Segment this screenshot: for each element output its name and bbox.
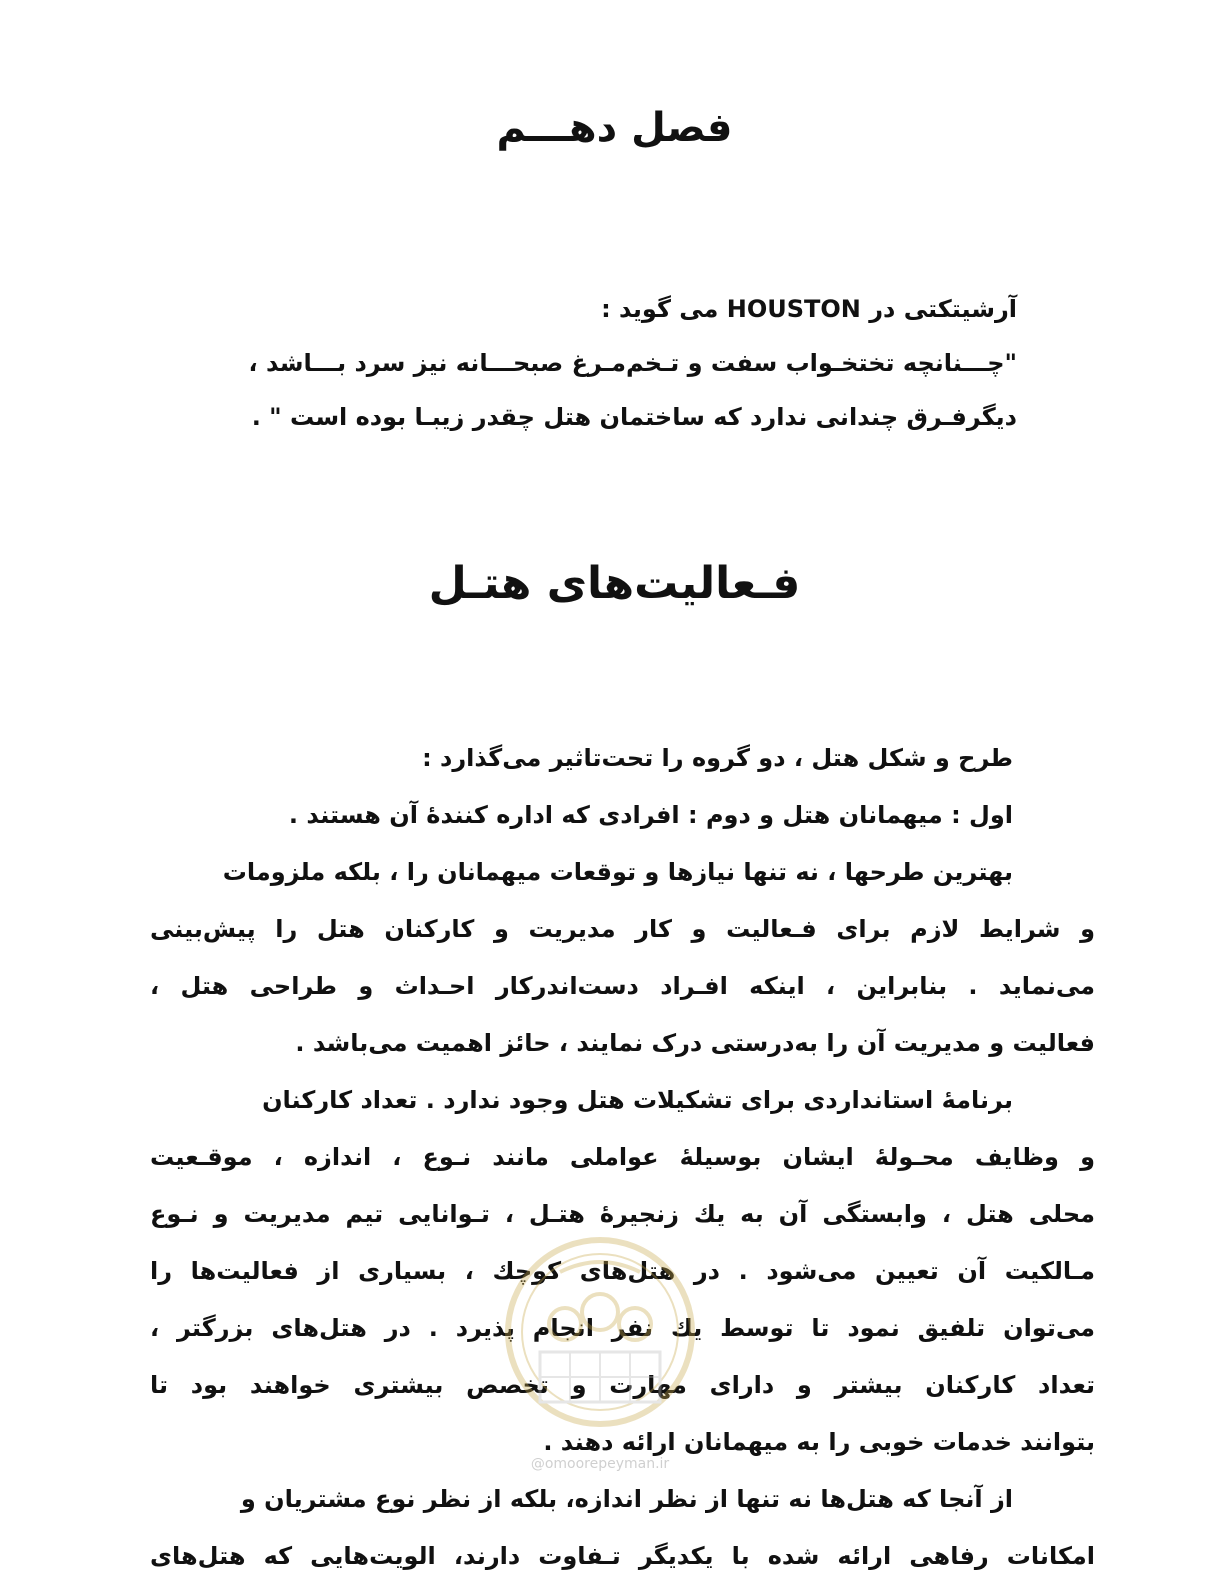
paragraph-line: می‌توان تلفیق نمود تا توسط یك نفر انجام پذیرد . در هتل‌های بزرگتر ،	[150, 1314, 1095, 1342]
paragraph-line: محلی هتل ، وابستگی آن به یك زنجیرهٔ هتـل ، تـوانایی تیم مدیریت و نـوع	[150, 1200, 1095, 1228]
paragraph-line: می‌نماید . بنابراین ، اینکه افـراد دست‌اندرکار احـداث و طراحی هتل ،	[150, 972, 1095, 1000]
paragraph-line: مـالکیت آن تعیین می‌شود . در هتل‌های کوچك ، بسیاری از فعالیت‌ها را	[150, 1257, 1095, 1285]
quote-line: "چـــنانچه تختخـواب سفت و تـخم‌مـرغ صبحـــانه نیز سرد بـــاشد ،	[248, 349, 1017, 377]
paragraph-line: بهترین طرحها ، نه تنها نیازها و توقعات میهمانان را ، بلکه ملزومات	[222, 858, 1013, 886]
paragraph-line: و وظایف محـولهٔ ایشان بوسیلهٔ عواملی مانند نـوع ، اندازه ، موقـعیت	[150, 1143, 1095, 1171]
section-title: فـعالیت‌های هتـل	[428, 558, 801, 609]
paragraph-line: از آنجا که هتل‌ها نه تنها از نظر اندازه، بلکه از نظر نوع مشتریان و	[240, 1485, 1013, 1513]
paragraph-line: تعداد کارکنان بیشتر و دارای مهارت و تخصص بیشتری خواهند بود تا	[150, 1371, 1095, 1399]
paragraph-line: فعالیت و مدیریت آن را به‌درستی درک نمایند ، حائز اهمیت می‌باشد .	[295, 1029, 1095, 1057]
quote-line: دیگرفـرق چندانی ندارد که ساختمان هتل چقدر زیبـا بوده است " .	[251, 403, 1017, 431]
body-text	[150, 730, 1095, 1585]
paragraph-line: اول : میهمانان هتل و دوم : افرادی که اداره کنندهٔ آن هستند .	[288, 801, 1013, 829]
paragraph-line: و شرایط لازم برای فـعالیت و کار مدیریت و کارکنان هتل را پیش‌بینی	[150, 915, 1095, 943]
watermark-caption: @omoorepeyman.ir	[530, 1456, 670, 1472]
quote-intro: آرشیتکتی در HOUSTON می گوید :	[601, 295, 1017, 323]
chapter-title: فصل دهـــم	[496, 105, 733, 151]
paragraph-line: برنامهٔ استانداردی برای تشکیلات هتل وجود ندارد . تعداد کارکنان	[262, 1086, 1013, 1114]
paragraph-line: طرح و شکل هتل ، دو گروه را تحت‌تاثیر می‌گذارد :	[422, 744, 1013, 772]
quote-block	[187, 282, 1017, 444]
paragraph-line: امکانات رفاهی ارائه شده با یکدیگر تـفاوت دارند، الویت‌هایی که هتل‌های	[150, 1542, 1095, 1570]
paragraph-line: بتوانند خدمات خوبی را به میهمانان ارائه دهند .	[543, 1428, 1095, 1456]
